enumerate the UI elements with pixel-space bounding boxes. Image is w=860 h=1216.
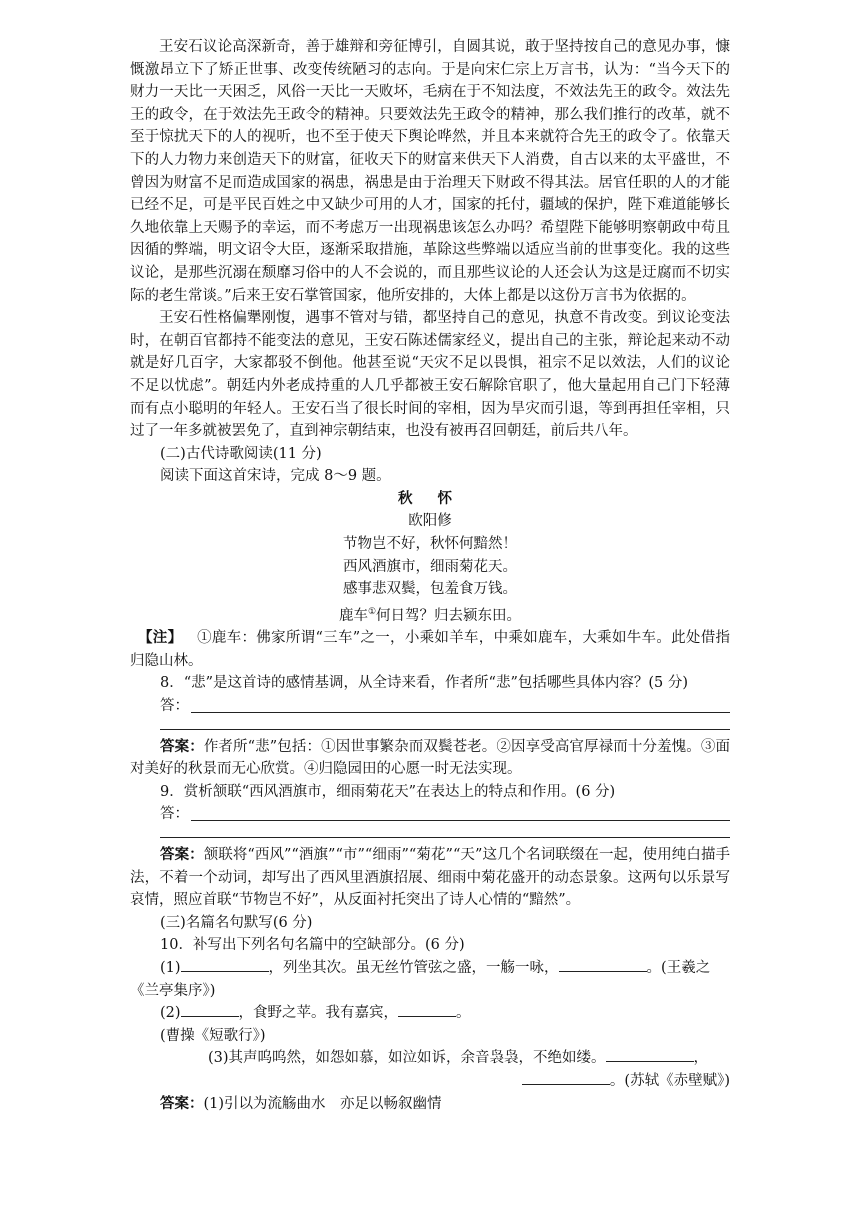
section3-heading: (三)名篇名句默写(6 分)	[160, 914, 313, 931]
q8-answer-line[interactable]	[130, 695, 730, 718]
note-text: ①鹿车：佛家所谓“三车”之一，小乘如羊车，中乘如鹿车，大乘如牛车。此处借指归隐山林。	[130, 630, 731, 669]
item2-blank-1[interactable]	[181, 1002, 239, 1017]
item2-text-a: ，食野之苹。我有嘉宾，	[238, 1005, 399, 1022]
q9-answer-text: 颔联将“西风”“酒旗”“市”“细雨”“菊花”“天”这几个名词联缀在一起，使用纯白描手法，不着一个动词，却写出了西风里酒旗招展、细雨中菊花盛开的动态景象。这两句以乐景写哀情，照应首联“节物岂不好”，从反面衬托突出了诗人心情的“黯然”。	[130, 847, 731, 909]
q8-answer-label: 答案：	[160, 737, 204, 755]
q9-answer-prompt: 答：	[160, 806, 189, 823]
document-page	[130, 36, 730, 1115]
q9-answer	[130, 844, 730, 912]
section3-answer-text: (1)引以为流觞曲水 亦足以畅叙幽情	[203, 1095, 442, 1112]
q8-answer-text: 作者所“悲”包括：①因世事繁杂而双鬓苍老。②因享受高官厚禄而十分羞愧。③面对美好的秋景而无心欣赏。④归隐园田的心愿一时无法实现。	[130, 738, 731, 778]
item3-source: 。(苏轼《赤壁赋》)	[609, 1072, 730, 1089]
poem-note	[130, 627, 730, 672]
item1-source-a: 。(王羲之	[646, 959, 711, 976]
dictation-item-3	[130, 1047, 730, 1070]
item3-num: (3)	[208, 1050, 229, 1067]
item1-source-b: 《兰亭集序》)	[130, 982, 216, 999]
item3-blank-1[interactable]	[606, 1047, 694, 1062]
item1-blank-2[interactable]	[559, 957, 647, 972]
item3-text: 其声呜呜然，如怨如慕，如泣如诉，余音袅袅，不绝如缕。	[228, 1050, 606, 1067]
q9-answer-label: 答案：	[160, 846, 204, 864]
item3-blank-2[interactable]	[522, 1070, 610, 1085]
q8-answer-rule[interactable]	[160, 728, 730, 730]
q8-answer	[130, 736, 730, 781]
section2-heading: (二)古代诗歌阅读(11 分)	[160, 445, 322, 462]
q8-answer-prompt: 答：	[160, 698, 189, 715]
item2-num: (2)	[160, 1005, 181, 1022]
q9-answer-blank[interactable]	[191, 820, 730, 821]
item2-text-b: 。	[456, 1005, 471, 1022]
passage-paragraph-1: 王安石议论高深新奇，善于雄辩和旁征博引，自圆其说，敢于坚持按自己的意见办事，慷慨激昂立下了矫正世事、改变传统陋习的志向。于是向宋仁宗上万言书，认为：“当今天下的财力一天比一天困乏，风俗一天比一天败坏，毛病在于不知法度，不效法先王的政令。效法先王的政令，在于效法先王政令的精神。只要效法先王政令的精神，那么我们推行的改革，就不至于惊扰天下的人的视听，也不至于使天下舆论哗然，并且本来就符合先王的政令了。依靠天下的人力物力来创造天下的财富，征收天下的财富来供天下人消费，自古以来的太平盛世，不曾因为财富不足而造成国家的祸患，祸患是由于治理天下财政不得其法。居官任职的人的才能已经不足，可是平民百姓之中又缺少可用的人才，国家的托付，疆域的保护，陛下难道能够长久地依靠上天赐予的幸运，而不考虑万一出现祸患该怎么办吗？希望陛下能够明察朝政中苟且因循的弊端，明文诏令大臣，逐渐采取措施，革除这些弊端以适应当前的世事变化。我的这些议论，是那些沉溺在颓靡习俗中的人不会说的，而且那些议论的人还会认为这是迂腐而不切实际的老生常谈。”后来王安石掌管国家，他所安排的，大体上都是以这份万言书为依据的。	[130, 39, 730, 304]
poem-line-4-rest: 何日驾？归去颍东田。	[376, 607, 522, 624]
footnote-marker: ①	[367, 606, 377, 617]
q9-answer-rule[interactable]	[160, 836, 730, 838]
note-tag: 【注】	[138, 629, 183, 647]
poem-line-4-start: 鹿车	[338, 607, 368, 624]
question-10: 10．补写出下列名句名篇中的空缺部分。(6 分)	[160, 937, 465, 954]
item3-second-line	[130, 1070, 730, 1093]
item2-blank-2[interactable]	[398, 1002, 456, 1017]
item1-text: ，列坐其次。虽无丝竹管弦之盛，一觞一咏，	[268, 959, 559, 976]
item2-source: (曹操《短歌行》)	[160, 1027, 266, 1044]
item1-num: (1)	[160, 959, 181, 976]
section2-instruction: 阅读下面这首宋诗，完成 8～9 题。	[160, 468, 391, 485]
poem-title: 秋 怀	[397, 489, 463, 507]
item3-comma: ，	[693, 1050, 709, 1067]
passage-paragraph-2: 王安石性格偏犟刚愎，遇事不管对与错，都坚持自己的意见，执意不肯改变。到议论变法时，在朝百官都持不能变法的意见，王安石陈述儒家经义，提出自己的主张，辩论起来动不动就是好几百字，大家都驳不倒他。他甚至说“天灾不足以畏惧，祖宗不足以效法，人们的议论不足以忧虑”。朝廷内外老成持重的人几乎都被王安石解除官职了，他大量起用自己门下轻薄而有点小聪明的年轻人。王安石当了很长时间的宰相，因为旱灾而引退，等到再担任宰相，只过了一年多就被罢免了，直到神宗朝结束，也没有被再召回朝廷，前后共八年。	[130, 310, 730, 440]
dictation-item-1	[130, 957, 730, 980]
poem-line-3: 感事悲双鬓，包羞食万钱。	[343, 581, 517, 598]
poem-author: 欧阳修	[408, 513, 452, 530]
q8-answer-blank[interactable]	[191, 712, 730, 713]
poem-line-4	[130, 601, 730, 627]
poem-line-1: 节物岂不好，秋怀何黯然！	[343, 536, 517, 553]
q9-answer-line[interactable]	[130, 803, 730, 826]
poem-line-2: 西风酒旗市，细雨菊花天。	[343, 558, 517, 575]
question-9: 9．赏析颔联“西风酒旗市，细雨菊花天”在表达上的特点和作用。(6 分)	[160, 783, 616, 800]
section3-answer-label: 答案：	[160, 1094, 204, 1112]
dictation-item-2	[130, 1002, 730, 1025]
question-8: 8．“悲”是这首诗的感情基调，从全诗来看，作者所“悲”包括哪些具体内容？(5 分)	[160, 675, 689, 692]
item1-blank-1[interactable]	[181, 957, 269, 972]
section3-answer	[130, 1093, 730, 1116]
